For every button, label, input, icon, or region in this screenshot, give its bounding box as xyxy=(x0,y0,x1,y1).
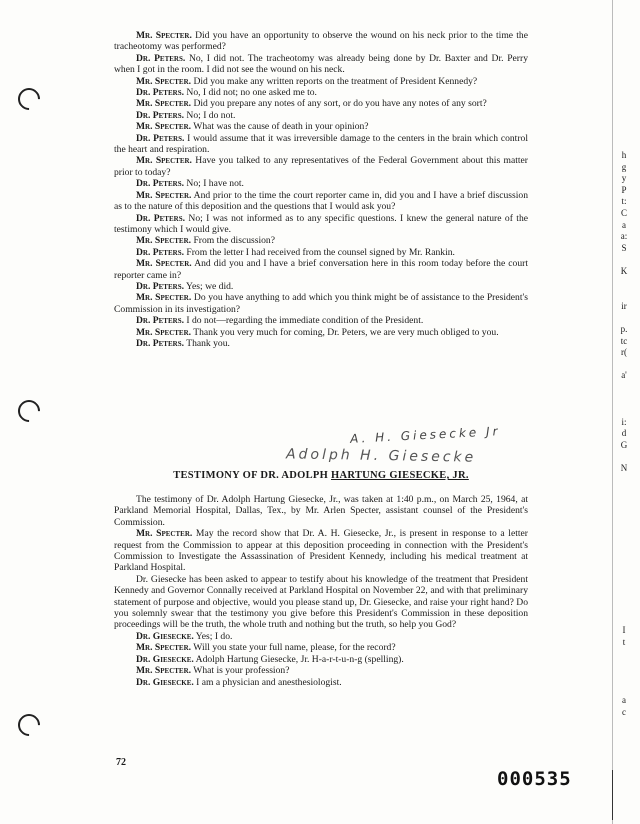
margin-fragment: I xyxy=(622,625,626,636)
transcript-paragraph xyxy=(114,327,528,338)
margin-fragment: d xyxy=(621,428,627,439)
margin-fragment: c xyxy=(622,706,626,717)
paragraph-text: Dr. Giesecke has been asked to appear to testify about his knowledge of the treatment that President Kennedy and Governor Connally received at Parkland Hospital on November 22, and with that preliminary statement of purpose and objective, would you please stand up, Dr. Giesecke, and raise your right hand? Do you solemnly swear that the testimony you give before this President's Commission in these deposition proceedings will be the truth, the whole truth and nothing but the truth, so help you God? xyxy=(114,573,528,631)
transcript-paragraph xyxy=(114,76,528,87)
paragraph-text: No; I have not. xyxy=(184,178,244,190)
speaker-label: Mr. Specter. xyxy=(136,292,192,304)
margin-fragment xyxy=(617,289,631,301)
speaker-label: Dr. Peters. xyxy=(136,212,185,224)
paragraph-text: Did you make any written reports on the treatment of President Kennedy? xyxy=(191,75,478,87)
speaker-label: Mr. Specter. xyxy=(136,189,192,201)
speaker-label: Dr. Giesecke. xyxy=(136,676,194,688)
paragraph-text: I do not—regarding the immediate condition of the President. xyxy=(184,315,424,327)
speaker-label: Mr. Specter. xyxy=(136,665,192,677)
speaker-label: Dr. Peters. xyxy=(136,52,186,64)
paragraph-text: Thank you. xyxy=(184,337,230,349)
signature-1: A. H. Giesecke Jr xyxy=(349,424,501,446)
margin-fragment: h xyxy=(621,150,627,160)
transcript-paragraph xyxy=(114,155,528,178)
margin-fragment xyxy=(617,649,631,661)
speaker-label: Dr. Peters. xyxy=(136,109,184,121)
margin-fragment: a xyxy=(622,694,626,705)
intro-section xyxy=(114,494,528,688)
margin-fragment xyxy=(617,544,631,556)
binder-hole-top xyxy=(13,83,44,114)
speaker-label: Mr. Specter. xyxy=(136,75,192,87)
margin-fragment: a: xyxy=(620,231,628,242)
intro-paragraph xyxy=(114,528,528,574)
page-number: 72 xyxy=(116,757,126,768)
transcript-paragraph xyxy=(114,338,528,349)
transcript-paragraph xyxy=(114,281,528,292)
intro-paragraph xyxy=(114,665,528,676)
binder-hole-middle xyxy=(13,395,44,426)
testimony-heading-name: HARTUNG GIESECKE, JR. xyxy=(331,470,469,481)
transcript-paragraph xyxy=(114,87,528,98)
transcript-paragraph xyxy=(114,53,528,76)
margin-fragment xyxy=(617,556,631,568)
margin-fragment xyxy=(617,683,631,695)
margin-fragment xyxy=(617,393,631,405)
speaker-label: Mr. Specter. xyxy=(136,258,192,270)
margin-fragment: K xyxy=(620,265,628,276)
intro-paragraph xyxy=(114,677,528,688)
page-edge-line xyxy=(612,0,613,824)
paragraph-text: I would assume that it was irreversible damage to the centers in the brain which control the heart and respiration. xyxy=(114,132,528,156)
margin-fragment: a xyxy=(622,219,626,230)
margin-fragment xyxy=(617,602,631,614)
paragraph-text: And did you and I have a brief conversation here in this room today before the court reporter came in? xyxy=(114,258,528,281)
speaker-label: Mr. Specter. xyxy=(136,235,192,247)
transcript-paragraph xyxy=(114,98,528,109)
speaker-label: Dr. Giesecke. xyxy=(136,653,194,665)
margin-fragment xyxy=(617,509,631,521)
margin-fragment xyxy=(617,254,631,266)
transcript-paragraph xyxy=(114,292,528,315)
transcript-paragraph xyxy=(114,190,528,213)
margin-fragment xyxy=(617,486,631,498)
paragraph-text: And prior to the time the court reporter came in, did you and I have a brief discussion as to the nature of this deposition and the questions that I would ask you? xyxy=(114,189,528,213)
paragraph-text: Will you state your full name, please, for the record? xyxy=(191,642,396,654)
margin-fragment: r( xyxy=(621,347,627,358)
paragraph-text: No; I was not informed as to any specific questions. I knew the general nature of the testimony which I would give. xyxy=(114,212,529,235)
margin-fragment: tc xyxy=(620,335,628,346)
speaker-label: Dr. Peters. xyxy=(136,132,185,144)
margin-fragment xyxy=(617,382,631,394)
margin-fragment: C xyxy=(620,207,627,218)
transcript-paragraph xyxy=(114,235,528,246)
paragraph-text: Did you prepare any notes of any sort, or do you have any notes of any sort? xyxy=(191,98,487,110)
signature-area xyxy=(114,418,528,474)
transcript-paragraph xyxy=(114,110,528,121)
paragraph-text: No; I do not. xyxy=(184,109,236,121)
paragraph-text: Yes; we did. xyxy=(184,280,234,292)
speaker-label: Dr. Giesecke. xyxy=(136,630,194,642)
speaker-label: Mr. Specter. xyxy=(136,326,192,338)
transcript-paragraph xyxy=(114,178,528,189)
margin-fragment xyxy=(617,521,631,533)
paragraph-text: From the letter I had received from the counsel signed by Mr. Rankin. xyxy=(184,246,455,258)
speaker-label: Dr. Peters. xyxy=(136,315,184,327)
transcript-paragraph xyxy=(114,247,528,258)
paragraph-text: No, I did not; no one asked me to. xyxy=(184,87,317,99)
transcript-section xyxy=(114,30,528,349)
margin-fragment xyxy=(617,475,631,487)
paragraph-text: Adolph Hartung Giesecke, Jr. H-a-r-t-u-n-g (spelling). xyxy=(193,653,404,665)
margin-fragment xyxy=(617,405,631,417)
margin-fragment xyxy=(617,498,631,510)
margin-fragment xyxy=(617,312,631,324)
intro-paragraph xyxy=(114,574,528,631)
binder-hole-bottom xyxy=(13,709,44,740)
paragraph-text: May the record show that Dr. A. H. Giesecke, Jr., is present in response to a letter request from the Commission to appear at this deposition proceeding in connection with the President's Commission to Investigate the Assassination of President Kennedy, including his medical treatment at Parkland Hospital. xyxy=(114,528,528,574)
margin-fragment xyxy=(617,278,631,290)
paragraph-text: I am a physician and anesthesiologist. xyxy=(193,676,342,688)
margin-fragment: ir xyxy=(621,300,627,311)
speaker-label: Mr. Specter. xyxy=(136,528,193,540)
transcript-paragraph xyxy=(114,213,528,236)
margin-fragment: p. xyxy=(620,323,628,334)
intro-paragraph xyxy=(114,642,528,653)
margin-fragment: t: xyxy=(621,196,627,207)
paragraph-text: Thank you very much for coming, Dr. Peters, we are very much obliged to you. xyxy=(191,326,499,338)
margin-fragment xyxy=(617,359,631,371)
margin-fragment xyxy=(617,660,631,672)
paragraph-text: From the discussion? xyxy=(191,235,275,247)
speaker-label: Dr. Peters. xyxy=(136,178,184,190)
document-number: 000535 xyxy=(497,768,572,790)
transcript-paragraph xyxy=(114,315,528,326)
paragraph-text: Yes; I do. xyxy=(193,630,233,642)
paragraph-text: Do you have anything to add which you think might be of assistance to the President's Commission in its investigation? xyxy=(114,292,528,315)
intro-paragraph xyxy=(114,494,528,528)
transcript-paragraph xyxy=(114,258,528,281)
testimony-heading-prefix: TESTIMONY OF DR. ADOLPH xyxy=(173,470,331,481)
speaker-label: Mr. Specter. xyxy=(136,30,192,41)
margin-fragment: G xyxy=(620,439,628,450)
transcript-paragraph xyxy=(114,30,528,53)
margin-fragment: g xyxy=(621,161,627,172)
signature-2: Adolph H. Giesecke xyxy=(285,446,477,466)
speaker-label: Mr. Specter. xyxy=(136,155,192,167)
adjacent-page-margin xyxy=(617,150,631,718)
speaker-label: Dr. Peters. xyxy=(136,246,184,258)
paragraph-text: The testimony of Dr. Adolph Hartung Giesecke, Jr., was taken at 1:40 p.m., on March 25, 1964, at Parkland Memorial Hospital, Dallas, Tex., by Mr. Arlen Specter, assistant counsel of the President's Commission. xyxy=(114,494,528,528)
margin-fragment: a' xyxy=(621,370,627,381)
intro-paragraph xyxy=(114,631,528,642)
paragraph-text: What was the cause of death in your opinion? xyxy=(191,121,369,133)
margin-fragment xyxy=(617,579,631,591)
margin-fragment: P xyxy=(621,184,627,195)
speaker-label: Dr. Peters. xyxy=(136,87,184,99)
paragraph-text: No, I did not. The tracheotomy was already being done by Dr. Baxter and Dr. Perry when I got in the room. I did not see the wound on his neck. xyxy=(114,52,528,76)
margin-fragment: N xyxy=(620,463,628,474)
margin-fragment: S xyxy=(621,242,627,253)
margin-fragment xyxy=(617,533,631,545)
paragraph-text: Did you have an opportunity to observe the wound on his neck prior to the time the tracheotomy was performed? xyxy=(114,30,528,53)
intro-paragraph xyxy=(114,654,528,665)
speaker-label: Mr. Specter. xyxy=(136,642,192,654)
speaker-label: Dr. Peters. xyxy=(136,280,184,292)
margin-fragment: t xyxy=(622,636,626,647)
speaker-label: Mr. Specter. xyxy=(136,121,192,133)
transcript-paragraph xyxy=(114,133,528,156)
margin-fragment xyxy=(617,614,631,626)
margin-fragment xyxy=(617,567,631,579)
margin-fragment xyxy=(617,672,631,684)
margin-fragment xyxy=(617,451,631,463)
testimony-heading xyxy=(114,470,528,481)
margin-fragment: i: xyxy=(621,416,627,427)
margin-fragment: y xyxy=(621,173,627,184)
speaker-label: Mr. Specter. xyxy=(136,98,192,110)
transcript-paragraph xyxy=(114,121,528,132)
stamp-line xyxy=(612,770,613,820)
margin-fragment xyxy=(617,591,631,603)
paragraph-text: Have you talked to any representatives of the Federal Government about this matter prior to today? xyxy=(114,155,528,178)
speaker-label: Dr. Peters. xyxy=(136,337,184,349)
paragraph-text: What is your profession? xyxy=(191,665,290,677)
